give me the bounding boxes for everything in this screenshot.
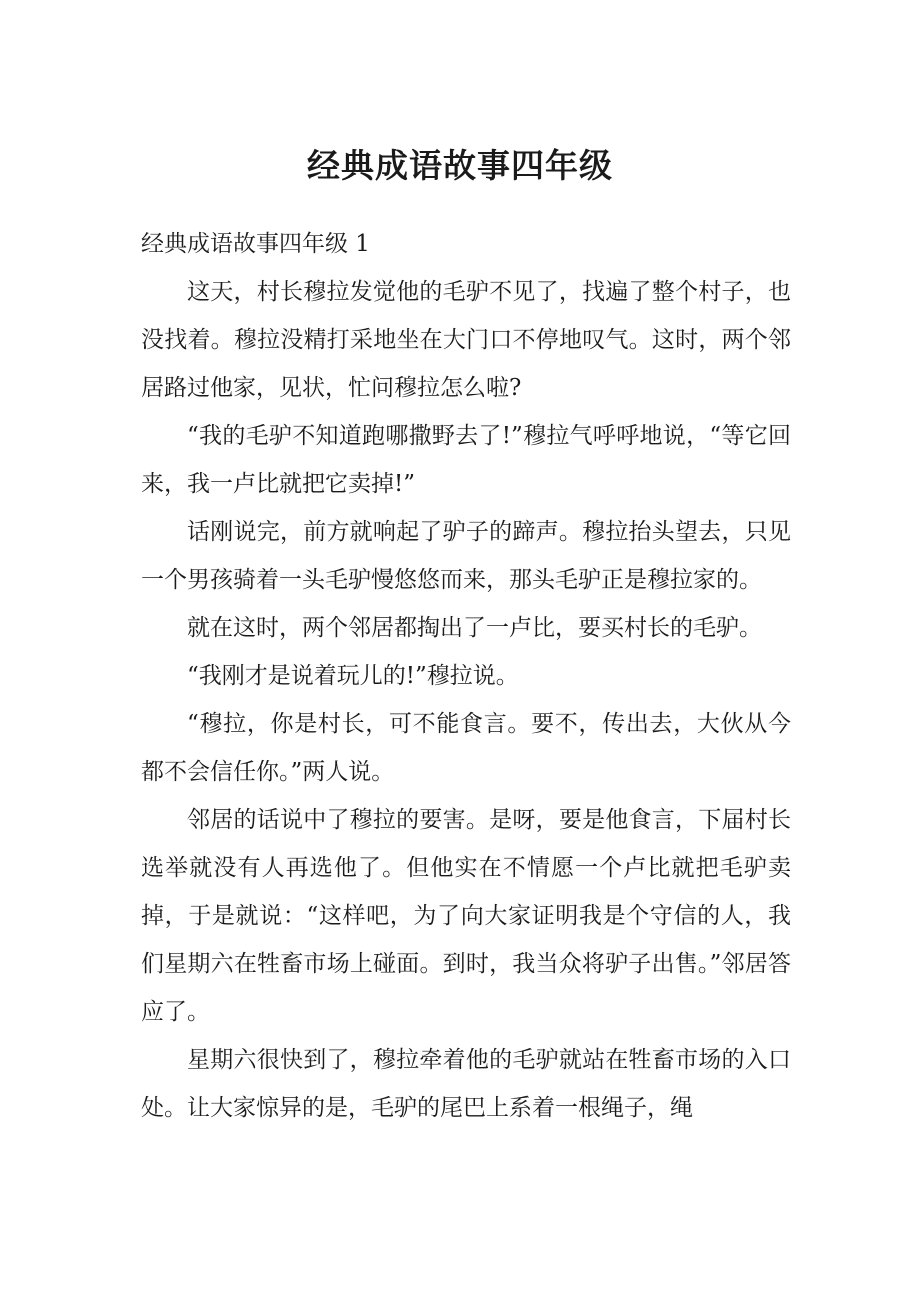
paragraph-1: 这天，村长穆拉发觉他的毛驴不见了，找遍了整个村子，也没找着。穆拉没精打采地坐在大门口不停地叹气。这时，两个邻居路过他家，见状，忙问穆拉怎么啦? <box>141 279 791 401</box>
paragraph-7: 邻居的话说中了穆拉的要害。是呀，要是他食言，下届村长选举就没有人再选他了。但他实在不情愿一个卢比就把毛驴卖掉，于是就说：“这样吧，为了向大家证明我是个守信的人，我们星期六在牲畜市场上碰面。到时，我当众将驴子出售。”邻居答应了。 <box>141 807 791 1025</box>
paragraph-8: 星期六很快到了，穆拉牵着他的毛驴就站在牲畜市场的入口处。让大家惊异的是，毛驴的尾巴上系着一根绳子，绳 <box>141 1047 791 1121</box>
paragraph-4: 就在这时，两个邻居都掏出了一卢比，要买村长的毛驴。 <box>187 615 762 641</box>
document-title: 经典成语故事四年级 <box>307 146 613 185</box>
section-heading: 经典成语故事四年级 1 <box>141 231 370 257</box>
paragraph-2: “我的毛驴不知道跑哪撒野去了!”穆拉气呼呼地说，“等它回来，我一卢比就把它卖掉!” <box>141 423 791 497</box>
paragraph-6: “穆拉，你是村长，可不能食言。要不，传出去，大伙从今都不会信任你。”两人说。 <box>141 711 791 785</box>
paragraph-3: 话刚说完，前方就响起了驴子的蹄声。穆拉抬头望去，只见一个男孩骑着一头毛驴慢悠悠而来，那头毛驴正是穆拉家的。 <box>141 519 791 593</box>
document-body <box>141 220 791 1132</box>
paragraph-5: “我刚才是说着玩儿的!”穆拉说。 <box>187 663 519 689</box>
